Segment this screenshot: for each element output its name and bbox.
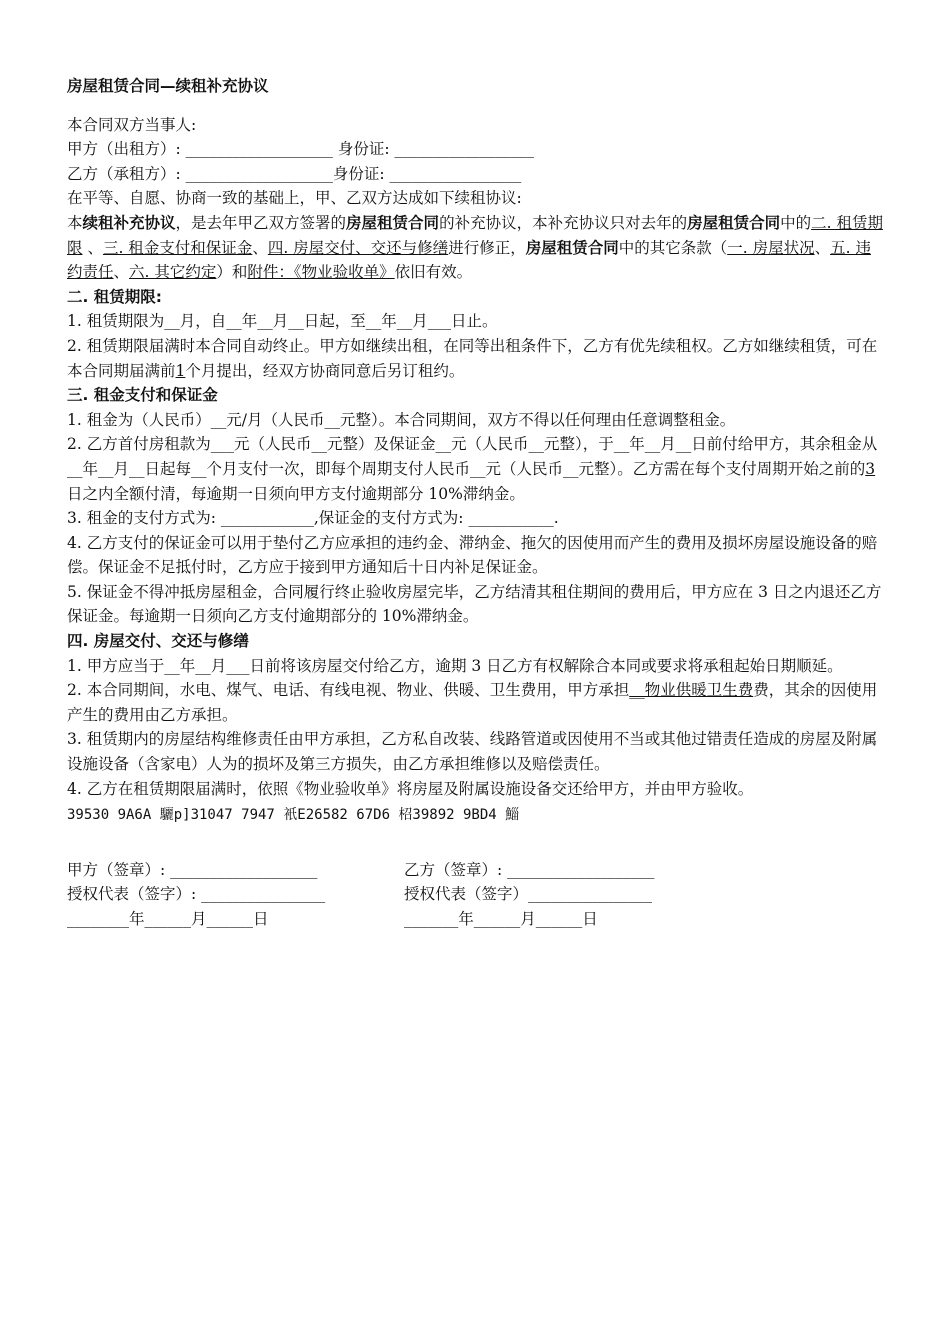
intro-text: ）和 xyxy=(216,263,248,282)
clause-text: 2. 租赁期限届满时本合同自动终止。甲方如继续出租，在同等出租条件下，乙方有优先续租权。乙方如继续租赁，可在本合同期届满前 xyxy=(67,336,878,380)
clause-3-3: 3. 租金的支付方式为: ____________,保证金的支付方式为: ___________. xyxy=(67,509,559,528)
clause-text: 费，其余的因使用产生的费用由乙方承担。 xyxy=(67,681,878,724)
party-b-line: 乙方（承租方）: ___________________身份证: _________________ xyxy=(67,164,522,183)
signature-block xyxy=(67,858,885,932)
intro-text: 中的其它条款（ xyxy=(618,238,728,257)
clause-4-4: 4. 乙方在租赁期限届满时，依照《物业验收单》将房屋及附属设施设备交还给甲方，并由甲方验收。 xyxy=(67,779,754,798)
clause-2-2 xyxy=(67,334,885,383)
section-ref-2[interactable]: 二. 租赁期限 xyxy=(67,213,883,257)
representative-row xyxy=(67,882,885,907)
party-b-date: _______年______月______日 xyxy=(404,910,598,928)
intro-text: 的补充协议，本补充协议只对去年的 xyxy=(439,213,688,232)
months-value: 1 xyxy=(175,361,186,380)
contract-page xyxy=(67,74,885,932)
party-a-seal: 甲方（签章）: ___________________ xyxy=(67,860,318,879)
date-row xyxy=(67,907,885,932)
clause-text: 2. 本合同期间，水电、煤气、电话、有线电视、物业、供暖、卫生费用，甲方承担 xyxy=(67,681,630,700)
intro-text: 、 xyxy=(814,238,831,257)
intro-paragraph xyxy=(67,211,885,285)
section-heading-4: 四. 房屋交付、交还与修缮 xyxy=(67,632,249,651)
attachment-ref[interactable]: 附件：《物业验收单》 xyxy=(247,263,395,282)
party-b-representative: 授权代表（签字）________________ xyxy=(404,885,653,904)
intro-text: 、 xyxy=(252,238,268,257)
party-a-representative: 授权代表（签字）: ________________ xyxy=(67,885,326,904)
clause-text: 日之内全额付清，每逾期一日须向甲方支付逾期部分 10%滞纳金。 xyxy=(67,484,525,503)
section-ref-6[interactable]: 六. 其它约定 xyxy=(129,263,217,282)
intro-text: 依旧有效。 xyxy=(394,263,473,282)
seal-row xyxy=(67,858,885,883)
contract-term: 房屋租赁合同 xyxy=(346,213,440,232)
section-ref-1[interactable]: 一. 房屋状况 xyxy=(727,238,815,257)
contract-term: 房屋租赁合同 xyxy=(525,238,619,257)
clause-3-1: 1. 租金为（人民币）__元/月（人民币__元整）。本合同期间，双方不得以任何理由任意调整租金。 xyxy=(67,410,736,429)
intro-text: 、 xyxy=(113,263,130,282)
clause-4-1: 1. 甲方应当于__年__月___日前将该房屋交付给乙方，逾期 3 日乙方有权解除合本同或要求将承租起始日期顺延。 xyxy=(67,656,843,675)
intro-text: 进行修正， xyxy=(448,238,526,257)
fee-items: __物业供暖卫生费 xyxy=(629,681,754,700)
party-a-date: ________年______月______日 xyxy=(67,910,269,928)
intro-text: 中的 xyxy=(780,213,812,232)
clause-text: 个月提出，经双方协商同意后另订租约。 xyxy=(185,361,465,380)
document-title: 房屋租赁合同—续租补充协议 xyxy=(67,77,269,95)
renewal-term: 续租补充协议 xyxy=(82,213,176,232)
party-b-seal: 乙方（签章）: ___________________ xyxy=(404,860,655,879)
agreement-line: 在平等、自愿、协商一致的基础上，甲、乙双方达成如下续租协议: xyxy=(67,189,522,208)
clause-4-3: 3. 租赁期内的房屋结构维修责任由甲方承担，乙方私自改装、线路管道或因使用不当或其他过错责任造成的房屋及附属设施设备（含家电）人为的损坏及第三方损失，由乙方承担维修以及赔偿责任。 xyxy=(67,730,878,774)
section-heading-2: 二. 租赁期限: xyxy=(67,287,162,306)
intro-text: 本 xyxy=(67,213,83,232)
section-ref-5[interactable]: 五. 违约责任 xyxy=(67,238,871,282)
section-ref-3[interactable]: 三. 租金支付和保证金 xyxy=(102,238,253,257)
intro-text: 、 xyxy=(82,238,103,257)
clause-text: 2. 乙方首付房租款为___元（人民币__元整）及保证金__元（人民币__元整），于__年__月__日前付给甲方，其余租金从__年__月__日起每__个月支付一次，即每个周期支付人民币__元（人民币__元整）。乙方需在每个支付周期开始之前的 xyxy=(67,435,878,478)
clause-3-5: 5. 保证金不得冲抵房屋租金，合同履行终止验收房屋完毕，乙方结清其租住期间的费用后，甲方应在 3 日之内退还乙方保证金。每逾期一日须向乙方支付逾期部分的 10%滞纳金。 xyxy=(67,582,882,626)
intro-text: ，是去年甲乙双方签署的 xyxy=(175,213,347,232)
clause-4-2 xyxy=(67,678,885,727)
section-ref-4[interactable]: 四. 房屋交付、交还与修缮 xyxy=(267,238,449,257)
party-a-line: 甲方（出租方）: ___________________ 身份证: __________________ xyxy=(67,140,534,159)
clause-2-1: 1. 租赁期限为__月，自__年__月__日起，至__年__月___日止。 xyxy=(67,312,498,331)
clause-3-4: 4. 乙方支付的保证金可以用于垫付乙方应承担的违约金、滞纳金、拖欠的因使用而产生的费用及损坏房屋设施设备的赔偿。保证金不足抵付时，乙方应于接到甲方通知后十日内补足保证金。 xyxy=(67,533,878,577)
code-line: 39530 9A6A 驪p]31047 7947 衹E26582 67D6 柖39892 9BD4 鯔 xyxy=(67,807,520,824)
section-heading-3: 三. 租金支付和保证金 xyxy=(67,386,218,405)
parties-intro: 本合同双方当事人: xyxy=(67,115,197,134)
clause-3-2 xyxy=(67,432,885,506)
days-value: 3 xyxy=(865,459,876,478)
contract-term: 房屋租赁合同 xyxy=(687,213,781,232)
